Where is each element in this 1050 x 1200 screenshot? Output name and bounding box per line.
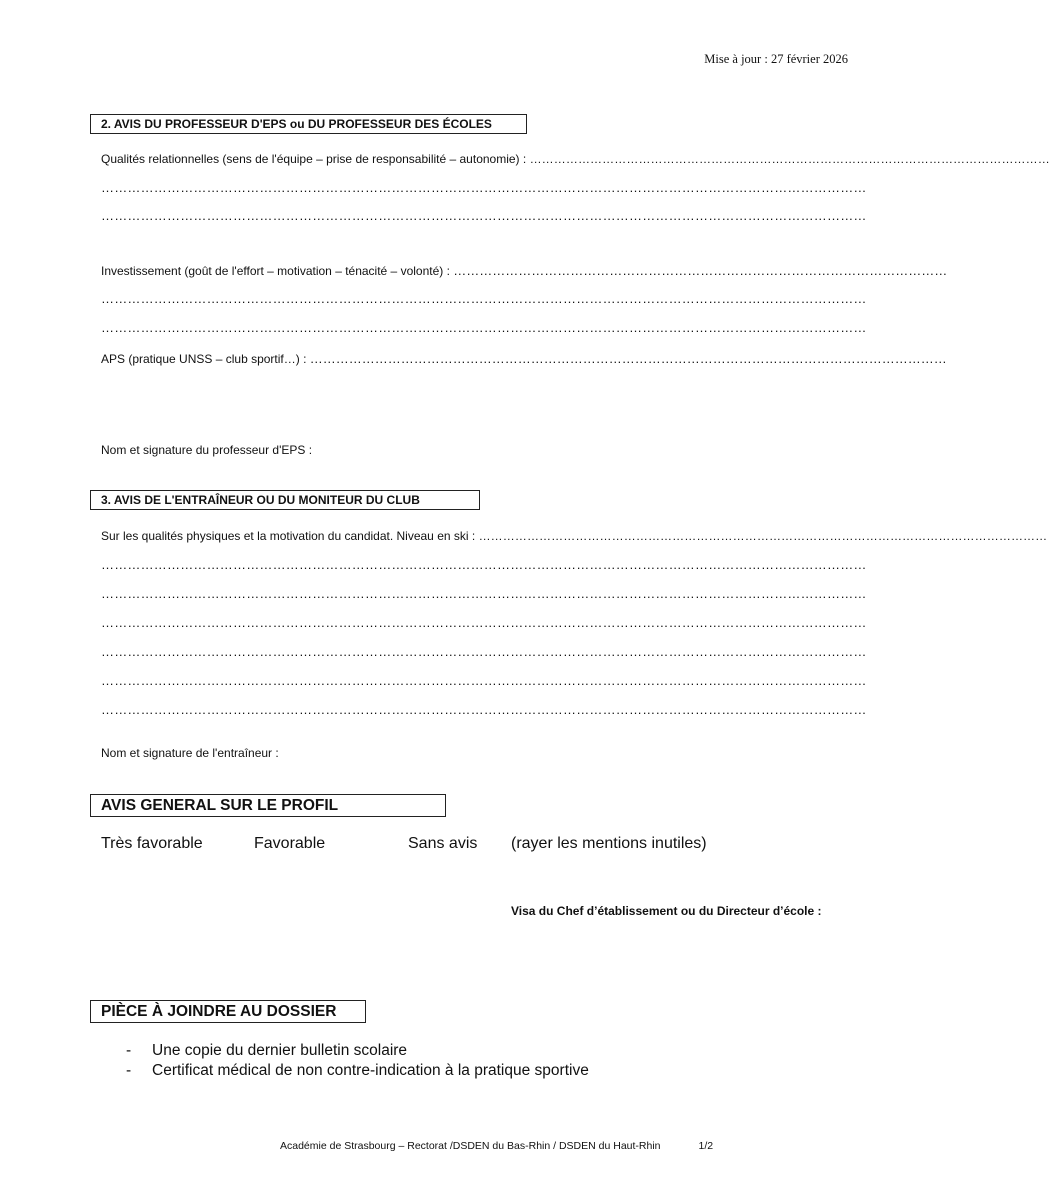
investment-field[interactable] [101,263,948,278]
relational-line-1[interactable] [101,180,823,195]
relational-label: Qualités relationnelles (sens de l'équipe – prise de responsabilité – autonomie) : [101,152,527,166]
options-note: (rayer les mentions inutiles) [511,835,707,852]
aps-field[interactable] [101,351,947,366]
investment-label: Investissement (goût de l'effort – motivation – ténacité – volonté) : [101,264,450,278]
coach-signature-label: Nom et signature de l'entraîneur : [101,746,279,760]
footer-text: Académie de Strasbourg – Rectorat /DSDEN du Bas-Rhin / DSDEN du Haut-Rhin [280,1140,661,1152]
option-tres-favorable[interactable]: Très favorable [101,835,203,852]
qualities-label: Sur les qualités physiques et la motivation du candidat. Niveau en ski : [101,529,476,543]
list-item [126,1042,407,1060]
list-bullet: - [126,1042,132,1059]
qualities-line-1[interactable] [101,557,823,572]
qualities-line-3[interactable] [101,615,823,630]
relational-line-2[interactable] [101,208,823,223]
investment-line-1[interactable] [101,291,823,306]
visa-label: Visa du Chef d’établissement ou du Directeur d’école : [511,904,822,918]
option-favorable[interactable]: Favorable [254,835,326,852]
list-bullet: - [126,1062,132,1079]
footer [280,1140,713,1152]
page-number: 1/2 [698,1140,714,1152]
eps-signature-label: Nom et signature du professeur d'EPS : [101,443,313,457]
section3-title: 3. AVIS DE L'ENTRAÎNEUR OU DU MONITEUR DU CLUB [90,490,480,510]
qualities-line-2[interactable] [101,586,823,601]
relational-dots: ………………………………………………………………………………………………………………… [529,152,1050,166]
section2-title: 2. AVIS DU PROFESSEUR D'EPS ou DU PROFESSEUR DES ÉCOLES [90,114,527,134]
general-title: AVIS GENERAL SUR LE PROFIL [90,794,446,817]
attachments-title: PIÈCE À JOINDRE AU DOSSIER [90,1000,366,1023]
list-item [126,1062,589,1080]
relational-field[interactable] [101,152,1050,166]
qualities-line-5[interactable] [101,673,823,688]
aps-dots: ………………………………………………………………………………………………………………………………… [309,351,947,366]
aps-label: APS (pratique UNSS – club sportif…) : [101,352,307,366]
qualities-line-6[interactable] [101,702,823,717]
qualities-line-4[interactable] [101,644,823,659]
list-item-text: Une copie du dernier bulletin scolaire [152,1042,408,1059]
qualities-dots: …………………………………………………………………………………………………………………………… [478,529,1048,543]
investment-dots: …………………………………………………………………………………………………… [453,263,948,278]
update-date: Mise à jour : 27 février 2026 [704,52,848,66]
list-item-text: Certificat médical de non contre-indication à la pratique sportive [152,1062,589,1079]
investment-line-2[interactable] [101,320,823,335]
qualities-field[interactable] [101,529,1048,543]
option-sans-avis[interactable]: Sans avis [408,835,478,852]
